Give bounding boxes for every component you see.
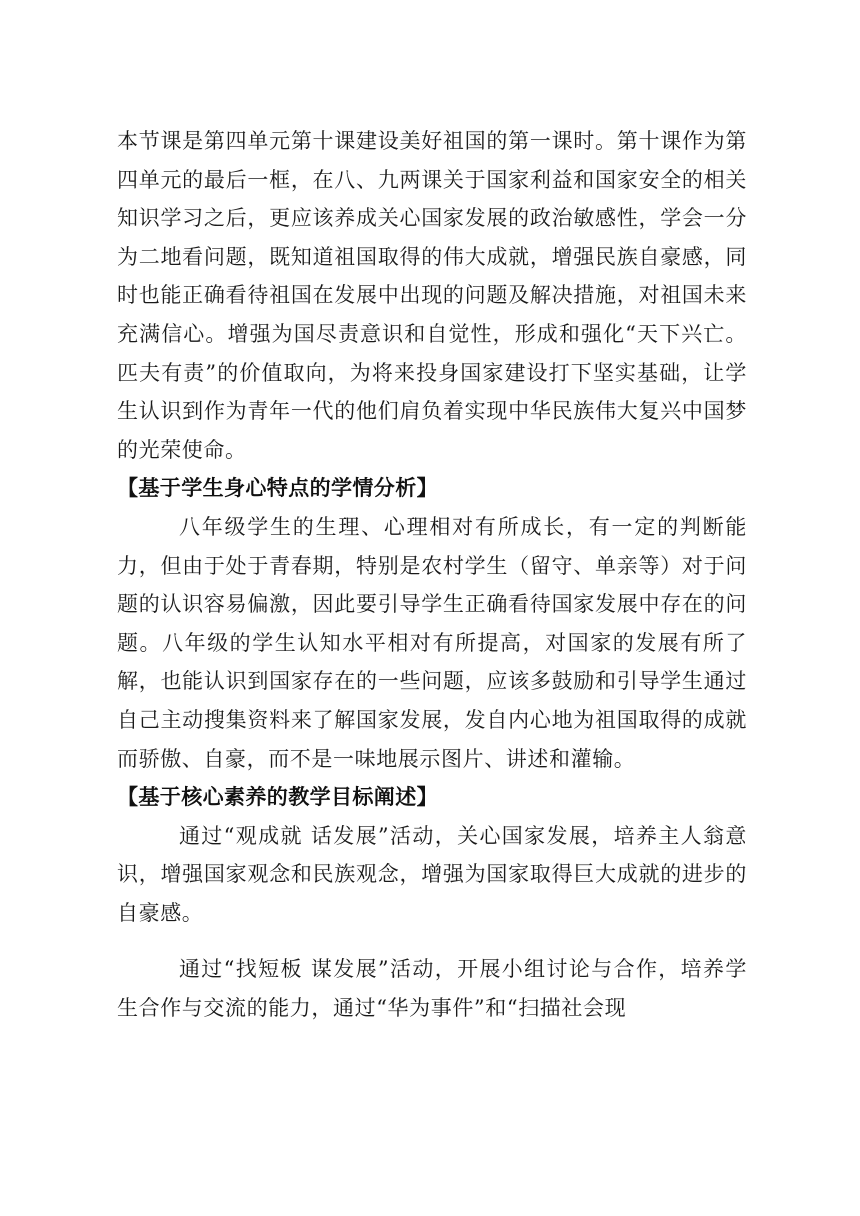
intro-paragraph: 本节课是第四单元第十课建设美好祖国的第一课时。第十课作为第四单元的最后一框，在八、九两课关于国家利益和国家安全的相关知识学习之后，更应该养成关心国家发展的政治敏感性，学会一分为二地看问题，既知道祖国取得的伟大成就，增强民族自豪感，同时也能正确看待祖国在发展中出现的问题及解决措施，对祖国未来充满信心。增强为国尽责意识和自觉性，形成和强化“天下兴亡。匹夫有责”的价值取向，为将来投身国家建设打下坚实基础，让学生认识到作为青年一代的他们肩负着实现中华民族伟大复兴中国梦的光荣使命。 bbox=[117, 129, 747, 462]
teaching-goals-paragraph-2: 通过“找短板 谋发展”活动，开展小组讨论与合作，培养学生合作与交流的能力，通过“华为事件”和“扫描社会现 bbox=[117, 957, 747, 1021]
section-heading-teaching-goals: 【基于核心素养的教学目标阐述】 bbox=[117, 785, 438, 810]
student-analysis-paragraph: 八年级学生的生理、心理相对有所成长，有一定的判断能力，但由于处于青春期，特别是农村学生（留守、单亲等）对于问题的认识容易偏激，因此要引导学生正确看待国家发展中存在的问题。八年级的学生认知水平相对有所提高，对国家的发展有所了解，也能认识到国家存在的一些问题，应该多鼓励和引导学生通过自己主动搜集资料来了解国家发展，发自内心地为祖国取得的成就而骄傲、自豪，而不是一味地展示图片、讲述和灌输。 bbox=[117, 514, 747, 771]
section-heading-student-analysis: 【基于学生身心特点的学情分析】 bbox=[117, 476, 438, 501]
document-body bbox=[117, 122, 747, 1028]
teaching-goals-paragraph-1: 通过“观成就 话发展”活动，关心国家发展，培养主人翁意识，增强国家观念和民族观念，增强为国家取得巨大成就的进步的自豪感。 bbox=[117, 823, 747, 925]
